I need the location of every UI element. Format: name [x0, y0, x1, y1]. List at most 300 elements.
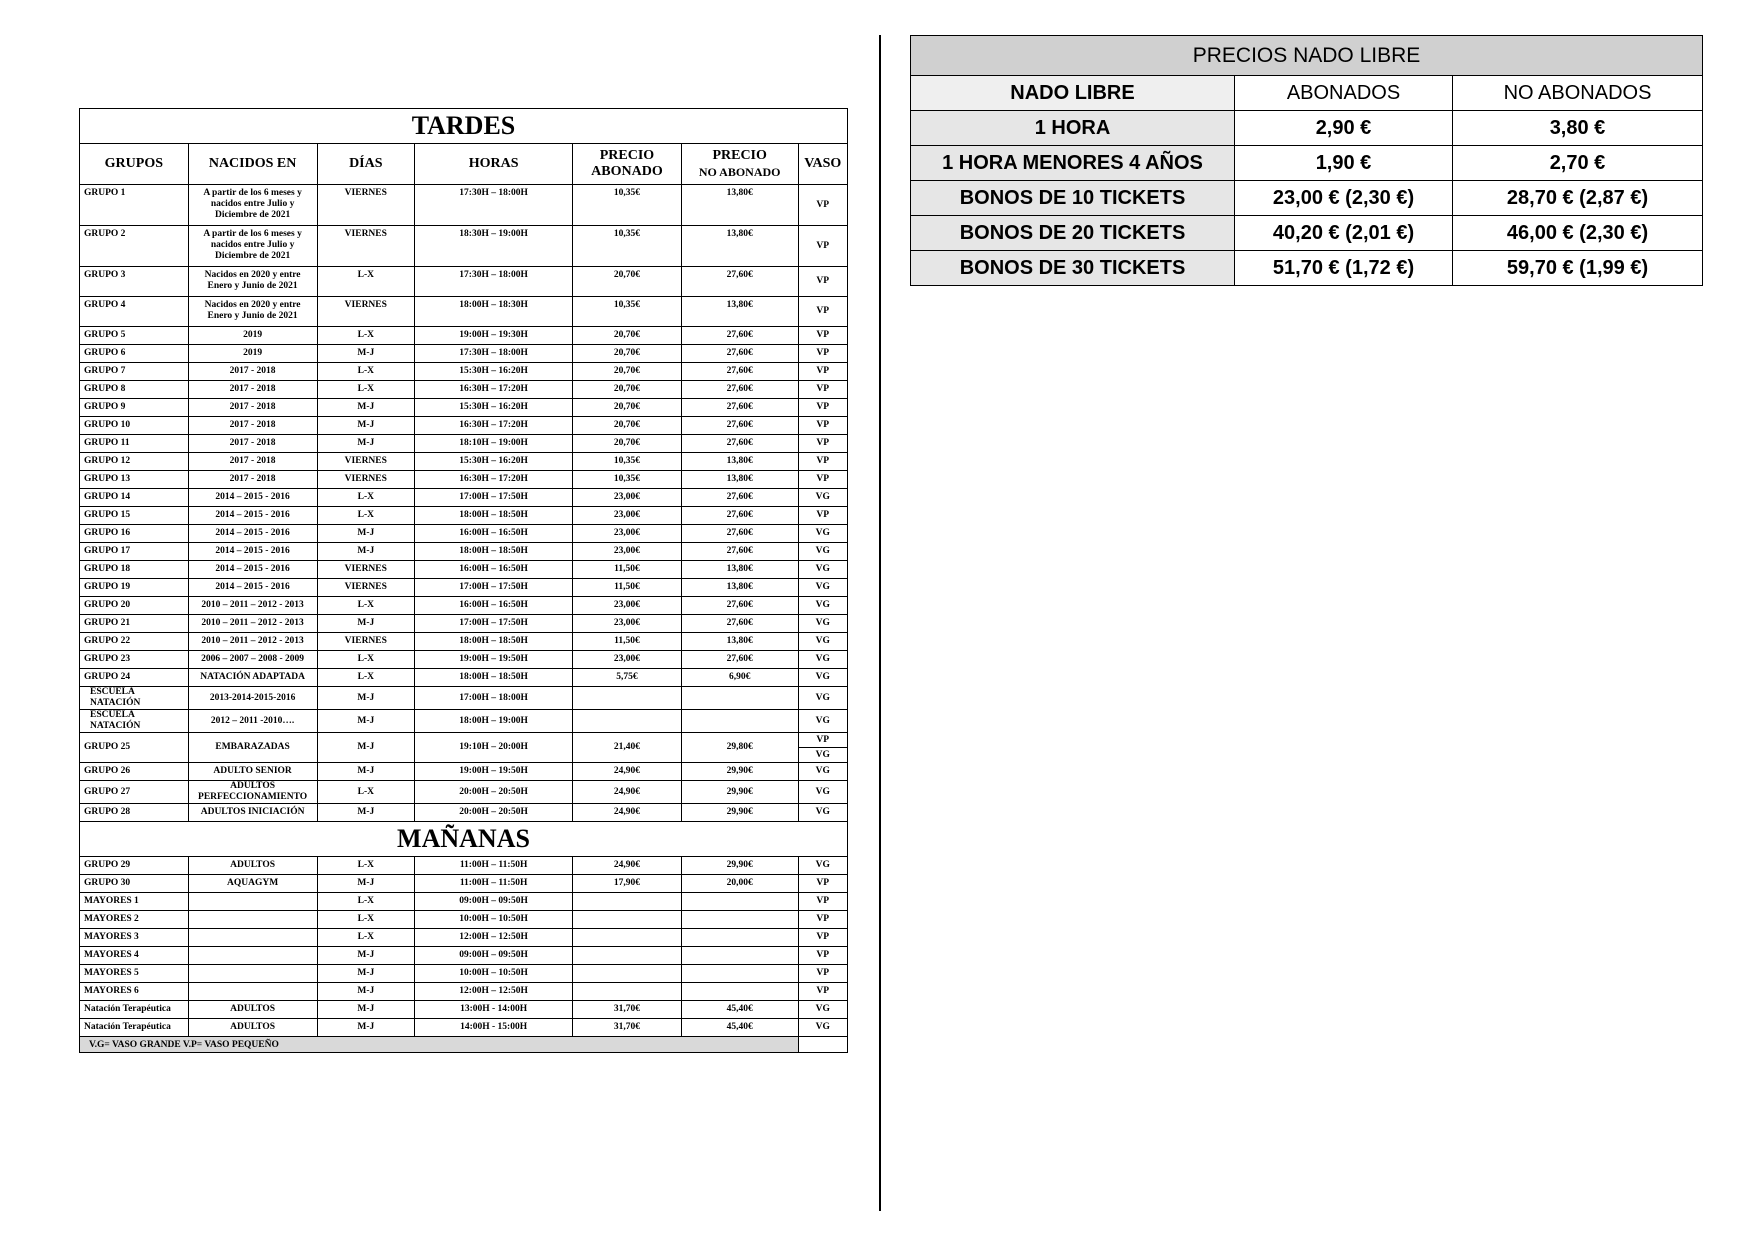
cell-no-abonado: 29,90€ [681, 804, 798, 822]
cell-nacidos: 2014 – 2015 - 2016 [188, 507, 317, 525]
cell-no-abonado: 27,60€ [681, 525, 798, 543]
table-row [80, 733, 848, 748]
cell-horas: 20:00H – 20:50H [415, 781, 573, 804]
cell-horas: 17:00H – 18:00H [415, 687, 573, 710]
cell-horas: 17:00H – 17:50H [415, 579, 573, 597]
cell-vaso: VP [798, 185, 847, 226]
cell-horas: 19:10H – 20:00H [415, 733, 573, 763]
cell-nacidos: 2017 - 2018 [188, 363, 317, 381]
tardes-rows [80, 185, 848, 733]
cell-horas: 11:00H – 11:50H [415, 875, 573, 893]
cell-no-abonado: 13,80€ [681, 297, 798, 327]
tardes-rows-b [80, 763, 848, 822]
table-row [80, 471, 848, 489]
cell-grupo: GRUPO 20 [80, 597, 189, 615]
table-row [80, 381, 848, 399]
cell-horas: 16:00H – 16:50H [415, 561, 573, 579]
table-row [80, 435, 848, 453]
cell-dias: L-X [317, 327, 415, 345]
header-vaso: VASO [798, 144, 847, 185]
cell-no-abonado: 29,90€ [681, 763, 798, 781]
cell-no-abonado: 45,40€ [681, 1019, 798, 1037]
cell-vaso: VG [798, 597, 847, 615]
cell-no-abonado [681, 947, 798, 965]
cell-grupo: MAYORES 4 [80, 947, 189, 965]
cell-dias: L-X [317, 893, 415, 911]
cell-vaso: VG [798, 804, 847, 822]
cell-no-abonado: 29,90€ [681, 781, 798, 804]
header-dias: DÍAS [317, 144, 415, 185]
prices-row-no-abonados: 3,80 € [1453, 111, 1703, 146]
prices-table [910, 35, 1703, 286]
cell-abonado [573, 965, 682, 983]
cell-no-abonado [681, 983, 798, 1001]
cell-abonado: 20,70€ [573, 267, 682, 297]
cell-vaso: VG [798, 579, 847, 597]
cell-nacidos [188, 893, 317, 911]
cell-vaso: VP [798, 297, 847, 327]
cell-horas: 10:00H – 10:50H [415, 965, 573, 983]
cell-dias: M-J [317, 435, 415, 453]
cell-no-abonado: 45,40€ [681, 1001, 798, 1019]
cell-dias: M-J [317, 965, 415, 983]
cell-nacidos: A partir de los 6 meses y nacidos entre Julio y Diciembre de 2021 [188, 226, 317, 267]
cell-vaso: VP [798, 345, 847, 363]
cell-abonado [573, 929, 682, 947]
cell-vaso: VG [798, 525, 847, 543]
cell-nacidos: 2017 - 2018 [188, 417, 317, 435]
cell-nacidos: 2010 – 2011 – 2012 - 2013 [188, 633, 317, 651]
cell-vaso: VP [798, 435, 847, 453]
table-row [80, 579, 848, 597]
cell-nacidos: 2006 – 2007 – 2008 - 2009 [188, 651, 317, 669]
cell-no-abonado: 27,60€ [681, 417, 798, 435]
cell-dias: M-J [317, 615, 415, 633]
cell-dias: M-J [317, 733, 415, 763]
table-row [80, 651, 848, 669]
cell-vaso: VG [798, 710, 847, 733]
cell-horas: 16:00H – 16:50H [415, 525, 573, 543]
cell-vaso: VG [798, 763, 847, 781]
cell-horas: 18:00H – 18:50H [415, 633, 573, 651]
cell-horas: 19:00H – 19:50H [415, 763, 573, 781]
cell-no-abonado: 27,60€ [681, 543, 798, 561]
cell-grupo: GRUPO 22 [80, 633, 189, 651]
schedule-table [79, 108, 848, 1053]
cell-no-abonado: 13,80€ [681, 561, 798, 579]
cell-horas: 18:10H – 19:00H [415, 435, 573, 453]
prices-row-no-abonados: 59,70 € (1,99 €) [1453, 251, 1703, 286]
cell-vaso: VP [798, 267, 847, 297]
table-row [80, 633, 848, 651]
cell-nacidos: ADULTOS INICIACIÓN [188, 804, 317, 822]
cell-dias: M-J [317, 710, 415, 733]
cell-vaso: VP [798, 381, 847, 399]
cell-dias: VIERNES [317, 297, 415, 327]
cell-grupo: GRUPO 2 [80, 226, 189, 267]
cell-grupo: GRUPO 21 [80, 615, 189, 633]
cell-no-abonado: 13,80€ [681, 579, 798, 597]
cell-vaso: VG [798, 1019, 847, 1037]
table-row [80, 781, 848, 804]
cell-horas: 17:30H – 18:00H [415, 345, 573, 363]
cell-abonado: 23,00€ [573, 543, 682, 561]
cell-horas: 17:30H – 18:00H [415, 185, 573, 226]
cell-abonado: 23,00€ [573, 597, 682, 615]
cell-abonado: 31,70€ [573, 1019, 682, 1037]
cell-nacidos [188, 947, 317, 965]
cell-nacidos [188, 911, 317, 929]
prices-row-no-abonados: 2,70 € [1453, 146, 1703, 181]
tardes-title: TARDES [80, 109, 848, 144]
cell-dias: M-J [317, 804, 415, 822]
cell-abonado [573, 947, 682, 965]
cell-no-abonado: 27,60€ [681, 435, 798, 453]
cell-dias: VIERNES [317, 185, 415, 226]
table-row [80, 489, 848, 507]
header-precio-abonado-line2: ABONADO [591, 164, 663, 179]
cell-grupo: GRUPO 12 [80, 453, 189, 471]
prices-row [911, 146, 1703, 181]
table-row [80, 185, 848, 226]
cell-grupo: GRUPO 28 [80, 804, 189, 822]
cell-vaso: VP [798, 947, 847, 965]
mananas-rows [80, 857, 848, 1037]
cell-vaso: VP [798, 875, 847, 893]
cell-abonado: 11,50€ [573, 633, 682, 651]
table-row [80, 226, 848, 267]
cell-abonado: 23,00€ [573, 615, 682, 633]
cell-abonado [573, 710, 682, 733]
cell-abonado: 20,70€ [573, 399, 682, 417]
footnote: V.G= VASO GRANDE V.P= VASO PEQUEÑO [80, 1037, 799, 1053]
cell-horas: 12:00H – 12:50H [415, 983, 573, 1001]
cell-abonado [573, 893, 682, 911]
cell-vaso: VP [798, 471, 847, 489]
cell-grupo: Natación Terapéutica [80, 1019, 189, 1037]
cell-nacidos: ADULTOS [188, 857, 317, 875]
cell-vaso: VG [798, 651, 847, 669]
table-row [80, 525, 848, 543]
cell-nacidos: NATACIÓN ADAPTADA [188, 669, 317, 687]
cell-horas: 18:00H – 18:50H [415, 507, 573, 525]
cell-horas: 13:00H - 14:00H [415, 1001, 573, 1019]
cell-vaso: VG [798, 543, 847, 561]
table-row [80, 399, 848, 417]
cell-grupo: GRUPO 27 [80, 781, 189, 804]
cell-abonado: 20,70€ [573, 381, 682, 399]
cell-horas: 18:00H – 18:50H [415, 543, 573, 561]
cell-nacidos: 2017 - 2018 [188, 453, 317, 471]
prices-row-label: BONOS DE 20 TICKETS [911, 216, 1235, 251]
cell-horas: 15:30H – 16:20H [415, 399, 573, 417]
cell-no-abonado: 27,60€ [681, 267, 798, 297]
prices-row-abonados: 1,90 € [1235, 146, 1453, 181]
cell-dias: L-X [317, 857, 415, 875]
table-row [80, 453, 848, 471]
table-row [80, 947, 848, 965]
cell-grupo: GRUPO 19 [80, 579, 189, 597]
table-row [80, 929, 848, 947]
cell-no-abonado: 29,80€ [681, 733, 798, 763]
cell-vaso: VG [798, 633, 847, 651]
cell-grupo: GRUPO 16 [80, 525, 189, 543]
cell-dias: L-X [317, 781, 415, 804]
cell-vaso: VG [798, 857, 847, 875]
cell-dias: M-J [317, 525, 415, 543]
prices-row-abonados: 2,90 € [1235, 111, 1453, 146]
cell-vaso: VP [798, 983, 847, 1001]
cell-horas: 17:00H – 17:50H [415, 489, 573, 507]
cell-dias: VIERNES [317, 633, 415, 651]
cell-vaso: VP [798, 417, 847, 435]
cell-horas: 17:30H – 18:00H [415, 267, 573, 297]
cell-abonado [573, 983, 682, 1001]
cell-nacidos: 2017 - 2018 [188, 471, 317, 489]
cell-dias: L-X [317, 489, 415, 507]
cell-horas: 17:00H – 17:50H [415, 615, 573, 633]
cell-vaso: VP [798, 893, 847, 911]
cell-grupo: MAYORES 3 [80, 929, 189, 947]
cell-dias: M-J [317, 345, 415, 363]
table-row [80, 297, 848, 327]
prices-row [911, 251, 1703, 286]
cell-vaso: VP [798, 453, 847, 471]
cell-horas: 09:00H – 09:50H [415, 893, 573, 911]
cell-no-abonado [681, 710, 798, 733]
cell-dias: L-X [317, 651, 415, 669]
cell-abonado: 20,70€ [573, 363, 682, 381]
table-row [80, 267, 848, 297]
cell-no-abonado: 27,60€ [681, 327, 798, 345]
cell-dias: VIERNES [317, 561, 415, 579]
cell-horas: 18:00H – 18:30H [415, 297, 573, 327]
cell-grupo: ESCUELA NATACIÓN [80, 710, 189, 733]
cell-abonado: 10,35€ [573, 471, 682, 489]
schedule-header-row [80, 144, 848, 185]
cell-abonado: 10,35€ [573, 453, 682, 471]
cell-grupo: GRUPO 13 [80, 471, 189, 489]
cell-abonado: 23,00€ [573, 525, 682, 543]
cell-dias: M-J [317, 763, 415, 781]
cell-abonado: 20,70€ [573, 327, 682, 345]
cell-nacidos: Nacidos en 2020 y entre Enero y Junio de 2021 [188, 297, 317, 327]
cell-vaso: VP [798, 929, 847, 947]
cell-nacidos: 2017 - 2018 [188, 399, 317, 417]
prices-row [911, 216, 1703, 251]
cell-no-abonado: 27,60€ [681, 597, 798, 615]
cell-horas: 15:30H – 16:20H [415, 363, 573, 381]
cell-horas: 16:00H – 16:50H [415, 597, 573, 615]
cell-vaso: VG [798, 615, 847, 633]
cell-abonado: 11,50€ [573, 579, 682, 597]
cell-no-abonado: 13,80€ [681, 226, 798, 267]
cell-no-abonado: 13,80€ [681, 471, 798, 489]
cell-dias: L-X [317, 363, 415, 381]
prices-row [911, 111, 1703, 146]
cell-nacidos: 2013-2014-2015-2016 [188, 687, 317, 710]
cell-no-abonado: 13,80€ [681, 185, 798, 226]
cell-horas: 18:30H – 19:00H [415, 226, 573, 267]
cell-dias: VIERNES [317, 453, 415, 471]
cell-grupo: GRUPO 25 [80, 733, 189, 763]
prices-header-no-abonados: NO ABONADOS [1453, 76, 1703, 111]
cell-dias: VIERNES [317, 471, 415, 489]
cell-no-abonado: 27,60€ [681, 615, 798, 633]
cell-nacidos: 2019 [188, 345, 317, 363]
cell-grupo: GRUPO 23 [80, 651, 189, 669]
prices-header-row [911, 76, 1703, 111]
cell-vaso-1: VP [798, 733, 847, 748]
vertical-divider [879, 35, 881, 1211]
header-grupos: GRUPOS [80, 144, 189, 185]
cell-abonado: 23,00€ [573, 651, 682, 669]
cell-horas: 15:30H – 16:20H [415, 453, 573, 471]
cell-grupo: GRUPO 1 [80, 185, 189, 226]
cell-vaso: VG [798, 561, 847, 579]
cell-no-abonado [681, 893, 798, 911]
cell-nacidos: 2019 [188, 327, 317, 345]
cell-nacidos: ADULTOS PERFECCIONAMIENTO [188, 781, 317, 804]
cell-abonado: 24,90€ [573, 763, 682, 781]
table-row [80, 687, 848, 710]
table-row [80, 893, 848, 911]
cell-nacidos: EMBARAZADAS [188, 733, 317, 763]
cell-horas: 09:00H – 09:50H [415, 947, 573, 965]
prices-row-abonados: 51,70 € (1,72 €) [1235, 251, 1453, 286]
cell-dias: L-X [317, 267, 415, 297]
table-row [80, 507, 848, 525]
table-row [80, 417, 848, 435]
cell-dias: L-X [317, 597, 415, 615]
prices-row-label: BONOS DE 10 TICKETS [911, 181, 1235, 216]
cell-horas: 16:30H – 17:20H [415, 381, 573, 399]
cell-dias: M-J [317, 543, 415, 561]
cell-grupo: GRUPO 3 [80, 267, 189, 297]
cell-grupo: GRUPO 30 [80, 875, 189, 893]
cell-dias: L-X [317, 929, 415, 947]
cell-dias: M-J [317, 983, 415, 1001]
cell-grupo: GRUPO 15 [80, 507, 189, 525]
cell-grupo: GRUPO 4 [80, 297, 189, 327]
prices-row [911, 181, 1703, 216]
cell-vaso: VG [798, 489, 847, 507]
cell-abonado: 5,75€ [573, 669, 682, 687]
cell-abonado: 20,70€ [573, 345, 682, 363]
cell-grupo: GRUPO 11 [80, 435, 189, 453]
cell-horas: 14:00H - 15:00H [415, 1019, 573, 1037]
mananas-title: MAÑANAS [80, 822, 848, 857]
cell-nacidos: 2017 - 2018 [188, 435, 317, 453]
prices-title: PRECIOS NADO LIBRE [911, 36, 1703, 76]
header-precio-abonado-line1: PRECIO [599, 148, 655, 163]
cell-no-abonado: 27,60€ [681, 651, 798, 669]
cell-nacidos [188, 983, 317, 1001]
table-row [80, 911, 848, 929]
cell-no-abonado: 13,80€ [681, 633, 798, 651]
table-row [80, 965, 848, 983]
cell-dias: M-J [317, 947, 415, 965]
cell-no-abonado [681, 911, 798, 929]
cell-abonado [573, 911, 682, 929]
cell-horas: 10:00H – 10:50H [415, 911, 573, 929]
cell-dias: M-J [317, 875, 415, 893]
cell-no-abonado: 27,60€ [681, 507, 798, 525]
table-row [80, 1019, 848, 1037]
cell-no-abonado [681, 965, 798, 983]
table-row [80, 804, 848, 822]
table-row [80, 561, 848, 579]
cell-dias: M-J [317, 417, 415, 435]
prices-header-abonados: ABONADOS [1235, 76, 1453, 111]
prices-row-abonados: 40,20 € (2,01 €) [1235, 216, 1453, 251]
cell-grupo: GRUPO 18 [80, 561, 189, 579]
table-row [80, 327, 848, 345]
cell-grupo: GRUPO 9 [80, 399, 189, 417]
cell-horas: 12:00H – 12:50H [415, 929, 573, 947]
cell-abonado: 23,00€ [573, 507, 682, 525]
cell-nacidos: 2014 – 2015 - 2016 [188, 525, 317, 543]
table-row [80, 669, 848, 687]
cell-vaso: VG [798, 1001, 847, 1019]
cell-abonado: 20,70€ [573, 435, 682, 453]
cell-abonado: 31,70€ [573, 1001, 682, 1019]
cell-grupo: GRUPO 29 [80, 857, 189, 875]
cell-dias: VIERNES [317, 226, 415, 267]
cell-nacidos: 2012 – 2011 -2010…. [188, 710, 317, 733]
prices-row-no-abonados: 46,00 € (2,30 €) [1453, 216, 1703, 251]
cell-no-abonado: 27,60€ [681, 489, 798, 507]
cell-dias: M-J [317, 1019, 415, 1037]
table-row [80, 1001, 848, 1019]
cell-vaso: VG [798, 669, 847, 687]
header-precio-no-line2: NO ABONADO [698, 165, 781, 179]
cell-grupo: GRUPO 5 [80, 327, 189, 345]
cell-nacidos: 2017 - 2018 [188, 381, 317, 399]
table-row [80, 983, 848, 1001]
cell-abonado [573, 687, 682, 710]
cell-vaso: VP [798, 327, 847, 345]
prices-row-label: 1 HORA [911, 111, 1235, 146]
cell-grupo: MAYORES 5 [80, 965, 189, 983]
cell-horas: 19:00H – 19:50H [415, 651, 573, 669]
table-row [80, 543, 848, 561]
cell-no-abonado: 13,80€ [681, 453, 798, 471]
cell-abonado: 17,90€ [573, 875, 682, 893]
cell-nacidos: 2014 – 2015 - 2016 [188, 561, 317, 579]
cell-horas: 18:00H – 19:00H [415, 710, 573, 733]
cell-dias: M-J [317, 687, 415, 710]
cell-grupo: GRUPO 6 [80, 345, 189, 363]
cell-vaso: VP [798, 226, 847, 267]
cell-horas: 19:00H – 19:30H [415, 327, 573, 345]
cell-nacidos: ADULTOS [188, 1019, 317, 1037]
prices-header-nado-libre: NADO LIBRE [911, 76, 1235, 111]
grupo25-rows [80, 733, 848, 763]
cell-grupo: GRUPO 14 [80, 489, 189, 507]
table-row [80, 857, 848, 875]
cell-horas: 18:00H – 18:50H [415, 669, 573, 687]
cell-grupo: MAYORES 6 [80, 983, 189, 1001]
cell-vaso: VG [798, 687, 847, 710]
cell-vaso: VP [798, 965, 847, 983]
cell-nacidos [188, 929, 317, 947]
cell-grupo: ESCUELA NATACIÓN [80, 687, 189, 710]
cell-nacidos: ADULTO SENIOR [188, 763, 317, 781]
cell-nacidos: 2010 – 2011 – 2012 - 2013 [188, 597, 317, 615]
cell-abonado: 20,70€ [573, 417, 682, 435]
cell-dias: L-X [317, 911, 415, 929]
